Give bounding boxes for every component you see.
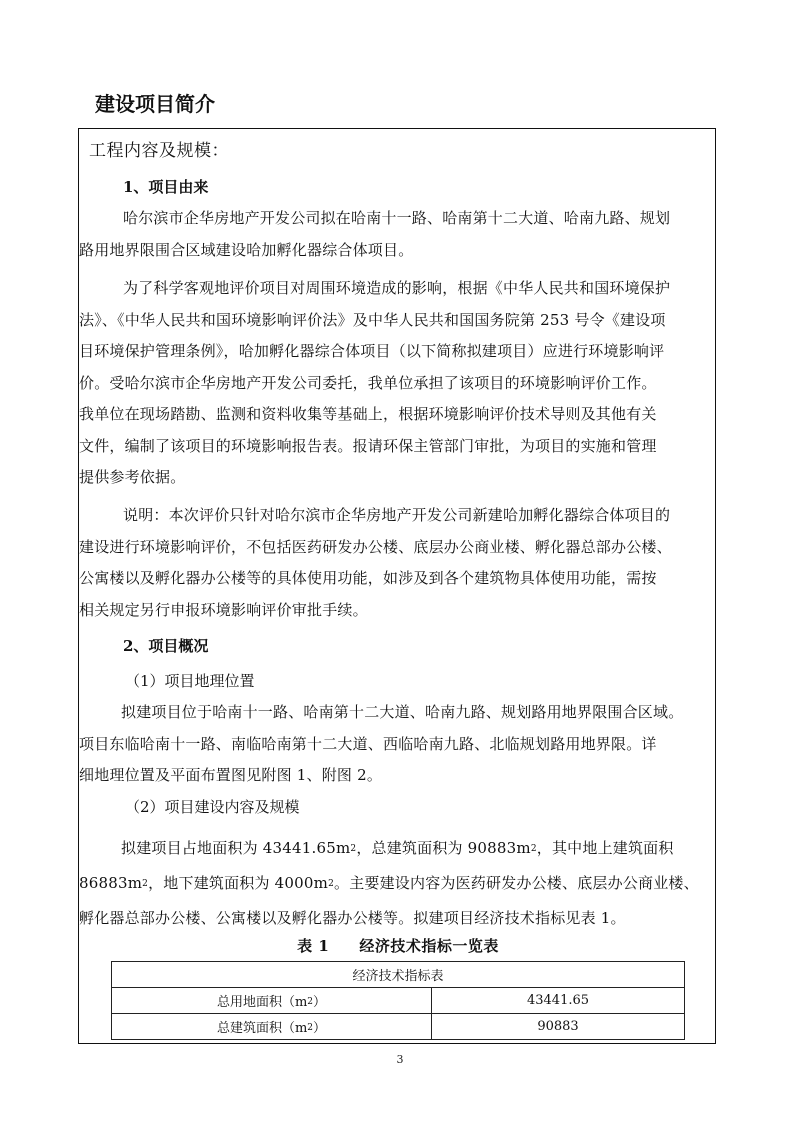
- content-box: [78, 128, 716, 1044]
- text-line: 细地理位置及平面布置图见附图 1、附图 2。: [79, 766, 383, 784]
- superscript: 2: [350, 844, 357, 854]
- text-line: 法》、《中华人民共和国环境影响评价法》及中华人民共和国国务院第 253 号令《建设项: [79, 310, 666, 329]
- economic-indicators-table: [111, 961, 685, 1040]
- table-cell-value: 90883: [432, 1014, 685, 1040]
- text-line: 文件，编制了该项目的环境影响报告表。报请环保主管部门审批，为项目的实施和管理: [79, 436, 657, 455]
- table-title: 经济技术指标一览表: [359, 937, 499, 955]
- superscript: 2: [307, 997, 314, 1007]
- paragraph-location: [79, 697, 713, 792]
- table-caption: [79, 935, 717, 957]
- superscript: 2: [328, 879, 334, 889]
- text-line: [121, 831, 713, 866]
- section-title-1: 1、项目由来: [123, 178, 209, 196]
- text-line: 相关规定另行申报环境影响评价审批手续。: [79, 600, 368, 619]
- table-header-row: [112, 962, 685, 988]
- text-line: 我单位在现场踏勘、监测和资料收集等基础上，根据环境影响评价技术导则及其他有关: [79, 405, 657, 423]
- text-line: 公寓楼以及孵化器办公楼等的具体使用功能，如涉及到各个建筑物具体使用功能，需按: [79, 569, 657, 587]
- table-header: 经济技术指标表: [112, 962, 685, 988]
- box-heading: 工程内容及规模：: [89, 141, 229, 161]
- text-line: 项目东临哈南十一路、南临哈南第十二大道、西临哈南九路、北临规划路用地界限。详: [79, 734, 657, 753]
- table-cell-value: 43441.65: [432, 988, 685, 1014]
- text-line: 说明：本次评价只针对哈尔滨市企华房地产开发公司新建哈加孵化器综合体项目的: [123, 506, 671, 524]
- text-line: 建设进行环境影响评价，不包括医药研发办公楼、底层办公商业楼、孵化器总部办公楼、: [79, 537, 672, 556]
- text-line: 孵化器总部办公楼、公寓楼以及孵化器办公楼等。拟建项目经济技术指标见表 1。: [79, 909, 626, 927]
- text-line: 为了科学客观地评价项目对周围环境造成的影响，根据《中华人民共和国环境保护: [123, 279, 671, 297]
- paragraph-note: [79, 500, 713, 626]
- text-line: 提供参考依据。: [79, 468, 186, 486]
- text-line: 路用地界限围合区域建设哈加孵化器综合体项目。: [79, 240, 414, 259]
- text-line: [79, 866, 713, 901]
- text-line: 哈尔滨市企华房地产开发公司拟在哈南十一路、哈南第十二大道、哈南九路、规划: [123, 209, 671, 227]
- superscript: 2: [142, 879, 149, 889]
- area-text: ，地下建筑面积为 4000m: [148, 874, 329, 892]
- table-cell-label: 总建筑面积$(m^2)$: [112, 1014, 432, 1040]
- page-heading: 建设项目简介: [95, 92, 215, 116]
- paragraph-scale: [79, 831, 713, 936]
- table-row: [112, 1014, 685, 1040]
- page-number: 3: [396, 1053, 404, 1066]
- paragraph-purpose: [79, 273, 713, 494]
- subsection-title-location: （1）项目地理位置: [125, 672, 255, 690]
- area-text: 。主要建设内容为医药研发办公楼、底层办公商业楼、: [334, 874, 699, 892]
- text-line: 拟建项目位于哈南十一路、哈南第十二大道、哈南九路、规划路用地界限围合区域。: [121, 703, 684, 721]
- area-text: 拟建项目占地面积为 43441.65m: [121, 839, 351, 857]
- table-number: 表 1: [297, 937, 330, 955]
- text-line: 价。受哈尔滨市企华房地产开发公司委托，我单位承担了该项目的环境影响评价工作。: [79, 373, 657, 392]
- area-text: ，总建筑面积为 90883m: [356, 839, 531, 857]
- area-text: 86883m: [79, 874, 143, 892]
- table-cell-label: 总用地面积$(m^2)$: [112, 988, 432, 1014]
- section-title-2: 2、项目概况: [123, 637, 209, 655]
- paragraph-origin: [79, 203, 713, 266]
- area-text: ，其中地上建筑面积: [536, 839, 674, 857]
- superscript: 2: [530, 844, 537, 854]
- text-line: 目环境保护管理条例》，哈加孵化器综合体项目（以下简称拟建项目）应进行环境影响评: [79, 342, 665, 360]
- table-row: [112, 988, 685, 1014]
- superscript: 2: [307, 1023, 314, 1033]
- subsection-title-scale: （2）项目建设内容及规模: [125, 798, 300, 816]
